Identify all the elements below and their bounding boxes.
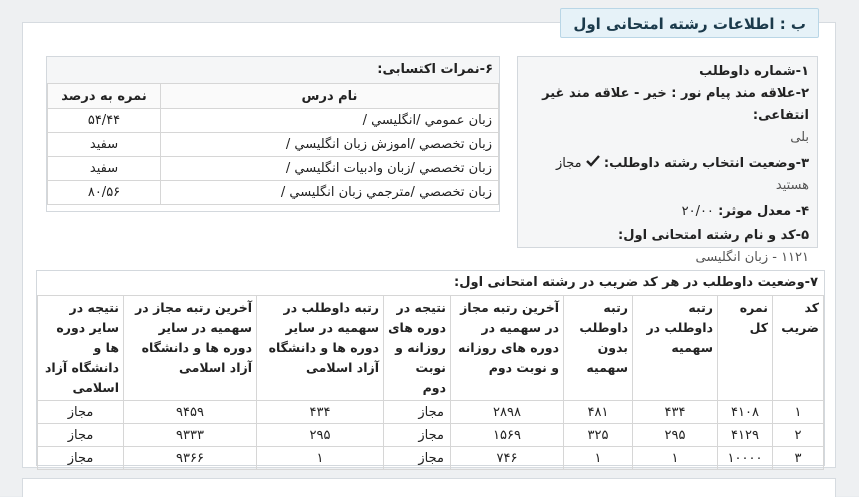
interest-value: بلی xyxy=(790,130,809,145)
col-result-day: نتیجه در دوره های روزانه و نوبت دوم xyxy=(384,296,451,401)
course-percent: سفيد xyxy=(48,157,161,181)
gpa-row: ۴- معدل موثر: ۲۰/۰۰ xyxy=(681,204,809,219)
candidate-info xyxy=(517,56,818,265)
table-row xyxy=(48,133,499,157)
cell: ۱۰۰۰۰ xyxy=(718,447,773,470)
cell: مجاز xyxy=(384,447,451,470)
cell: ۱ xyxy=(257,447,384,470)
cell: ۱ xyxy=(773,401,824,424)
table-row xyxy=(48,109,499,133)
grades-box xyxy=(46,56,500,212)
ranks-box xyxy=(36,270,825,466)
cell: ۱۵۶۹ xyxy=(451,424,564,447)
cell: ۷۴۶ xyxy=(451,447,564,470)
field-value: ۱۱۲۱ - زبان انگلیسی xyxy=(695,250,809,265)
cell: ۲۹۵ xyxy=(257,424,384,447)
cell: ۹۴۵۹ xyxy=(124,401,257,424)
status-value: مجاز xyxy=(556,156,582,171)
cell: ۳۲۵ xyxy=(564,424,633,447)
col-last-rank-other: آخرین رتبه مجاز در سهمیه در سایر دوره ها و دانشگاه آزاد اسلامی xyxy=(124,296,257,401)
col-last-rank-day: آخرین رتبه مجاز در سهمیه در دوره های روزانه و نوبت دوم xyxy=(451,296,564,401)
cell: ۱ xyxy=(564,447,633,470)
cell: ۹۳۶۶ xyxy=(124,447,257,470)
gpa-value: ۲۰/۰۰ xyxy=(681,204,714,219)
grades-caption: ۶-نمرات اکتسابی: xyxy=(47,57,499,83)
col-rank-noquota: رتبه داوطلب بدون سهمیه xyxy=(564,296,633,401)
course-percent: ۸۰/۵۶ xyxy=(48,181,161,205)
col-rank-quota: رتبه داوطلب در سهمیه xyxy=(633,296,718,401)
section-title: ب : اطلاعات رشته امتحانی اول xyxy=(560,8,819,38)
col-total-score: نمره کل xyxy=(718,296,773,401)
checkmark-icon xyxy=(586,153,600,175)
cell: ۲۹۵ xyxy=(633,424,718,447)
col-coef-code: کد ضریب xyxy=(773,296,824,401)
status-row: ۳-وضعیت انتخاب رشته داوطلب: مجاز xyxy=(518,153,817,175)
cell: ۲۸۹۸ xyxy=(451,401,564,424)
cell: ۴۸۱ xyxy=(564,401,633,424)
cell: مجاز xyxy=(38,401,124,424)
ranks-caption: ۷-وضعیت داوطلب در هر کد ضریب در رشته امتحانی اول: xyxy=(454,275,818,290)
grades-table xyxy=(47,83,499,205)
candidate-number: ۱-شماره داوطلب xyxy=(699,64,809,79)
cell: مجاز xyxy=(384,424,451,447)
cell: ۲ xyxy=(773,424,824,447)
col-percent: نمره به درصد xyxy=(48,84,161,109)
course-percent: ۵۴/۴۴ xyxy=(48,109,161,133)
col-result-other: نتیجه در سایر دوره ها و دانشگاه آزاد اسلامی xyxy=(38,296,124,401)
cell: ۴۳۴ xyxy=(257,401,384,424)
course-percent: سفيد xyxy=(48,133,161,157)
table-row xyxy=(38,447,824,470)
table-row xyxy=(48,181,499,205)
course-name: زبان تخصصي /مترجمي زبان انگليسي / xyxy=(161,181,499,205)
table-row xyxy=(38,401,824,424)
cell: ۴۱۰۸ xyxy=(718,401,773,424)
next-section-edge xyxy=(22,478,836,497)
cell: مجاز xyxy=(38,447,124,470)
cell: ۴۳۴ xyxy=(633,401,718,424)
course-name: زبان تخصصي /اموزش زبان انگليسي / xyxy=(161,133,499,157)
course-name: زبان تخصصي /زبان وادبيات انگليسي / xyxy=(161,157,499,181)
table-row xyxy=(48,157,499,181)
cell: ۹۳۳۳ xyxy=(124,424,257,447)
field-row: ۵-کد و نام رشته امتحانی اول: xyxy=(618,228,809,243)
col-course: نام درس xyxy=(161,84,499,109)
table-row xyxy=(38,424,824,447)
ranks-table xyxy=(37,295,824,470)
cell: مجاز xyxy=(38,424,124,447)
cell: ۱ xyxy=(633,447,718,470)
interest-row: ۲-علاقه مند پیام نور : خیر - علاقه مند غیر انتفاعی: xyxy=(542,86,809,123)
cell: ۳ xyxy=(773,447,824,470)
cell: ۴۱۲۹ xyxy=(718,424,773,447)
status-value-cont: هستید xyxy=(775,178,809,193)
col-rank-other: رتبه داوطلب در سهمیه در سایر دوره ها و دانشگاه آزاد اسلامی xyxy=(257,296,384,401)
course-name: زبان عمومي /انگليسي / xyxy=(161,109,499,133)
cell: مجاز xyxy=(384,401,451,424)
